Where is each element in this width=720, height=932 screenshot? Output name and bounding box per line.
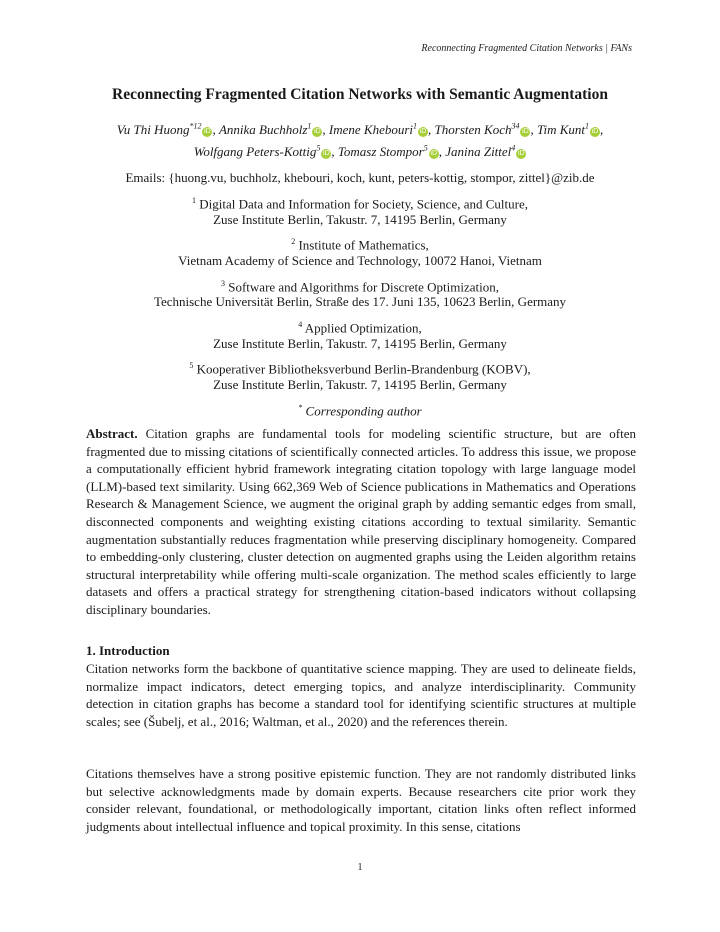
paper-title: Reconnecting Fragmented Citation Networks with Semantic Augmentation [112,86,608,103]
orcid-icon[interactable]: iD [591,128,599,136]
affiliation: $^3$ Software and Algorithms for Discrete Optimization, Technische Universität Berlin, Straße des 17. Juni 135, 10623 Berlin, Germany [153,278,567,310]
affiliation: $^1$ Digital Data and Information for Society, Science, and Culture, Zuse Institute Berlin, Takustr. 7, 14195 Berlin, Germany [191,196,528,227]
body-paragraph: Citation networks form the backbone of quantitative science mapping. They are used to delineate fields, normalize impact indicators, detect emerging topics, and analyze interdisciplinarity. Community detection in citation graphs has become a standard tool for identifying scientific structures at multiple scales; see (Šubelj, et al., 2016; Waltman, et al., 2020) and the references therein. [86,661,636,729]
body-paragraph: Citations themselves have a strong positive epistemic function. They are not randomly distributed links but selective acknowledgments made by domain experts. Because researchers cite prior work they consider relevant, foundational, or methodologically important, citation links often reflect informed judgments about intellectual influence and topical proximity. In this sense, citations [86,766,636,834]
affiliation: $^4$ Applied Optimization, Zuse Institute Berlin, Takustr. 7, 14195 Berlin, Germany [213,319,507,351]
author: Imene Khebouri$^1$iD , [328,122,435,138]
author: Thorsten Koch$^{34}$iD , [434,122,537,138]
author: Tim Kunt$^1$iD , [536,122,604,138]
orcid-icon[interactable]: iD [419,128,427,136]
author: Vu Thi Huong$^{*12}$iD , [116,122,219,138]
orcid-icon[interactable]: iD [314,128,321,136]
author: Tomasz Stompor$^5$iD , [337,143,446,159]
orcid-icon[interactable]: iD [430,149,438,157]
affiliation: $^2$ Institute of Mathematics, Vietnam Academy of Science and Technology, 10072 Hanoi, Vietnam [178,237,542,269]
author: Janina Zittel$^4$iD [445,143,525,159]
corresponding-author-note: * Corresponding author [298,402,422,418]
author-list [0,118,720,161]
running-header: Reconnecting Fragmented Citation Networks | FANs [421,43,632,54]
orcid-icon[interactable]: iD [522,128,529,136]
orcid-icon[interactable]: iD [204,128,211,136]
abstract-text: Citation graphs are fundamental tools for modeling scientific structure, but are often fragmented due to missing citations of scientifically connected articles. To address this issue, we propose a computationally efficient hybrid framework integrating citation topology with large language model (LLM)-based text similarity. Using 662,369 Web of Science publications in Mathematics and Operations Research & Management Science, we augment the original graph by adding semantic edges from small, disconnected components and weighting existing citations according to textual similarity. Semantic augmentation substantially reduces fragmentation while preserving disciplinary homogeneity. Compared to embedding-only clustering, cluster detection on augmented graphs using the Leiden algorithm retains structural interpretability while offering multi-scale organization. The method scales efficiently to large datasets and offers a practical strategy for strengthening citation-based indicators without collapsing disciplinary boundaries. [86,426,637,617]
affiliation-list [0,193,720,425]
author-line-2 [0,139,720,160]
orcid-icon[interactable]: iD [323,149,330,157]
orcid-icon[interactable]: iD [517,149,525,157]
author-emails: Emails: {huong.vu, buchholz, khebouri, koch, kunt, peters-kottig, stompor, zittel}@zib.de [125,170,595,185]
section-heading: 1. Introduction [86,643,170,658]
abstract [86,425,636,619]
author: Annika Buchholz$^1$iD , [218,122,329,138]
abstract-label: Abstract. [86,426,138,441]
author-line-1 [0,118,720,139]
affiliation: $^5$ Kooperativer Bibliotheksverbund Berlin-Brandenburg (KOBV), Zuse Institute Berlin, Takustr. 7, 14195 Berlin, Germany [189,361,531,393]
page-number: 1 [357,862,363,873]
author: Wolfgang Peters-Kottig$^5$iD , [193,143,338,159]
